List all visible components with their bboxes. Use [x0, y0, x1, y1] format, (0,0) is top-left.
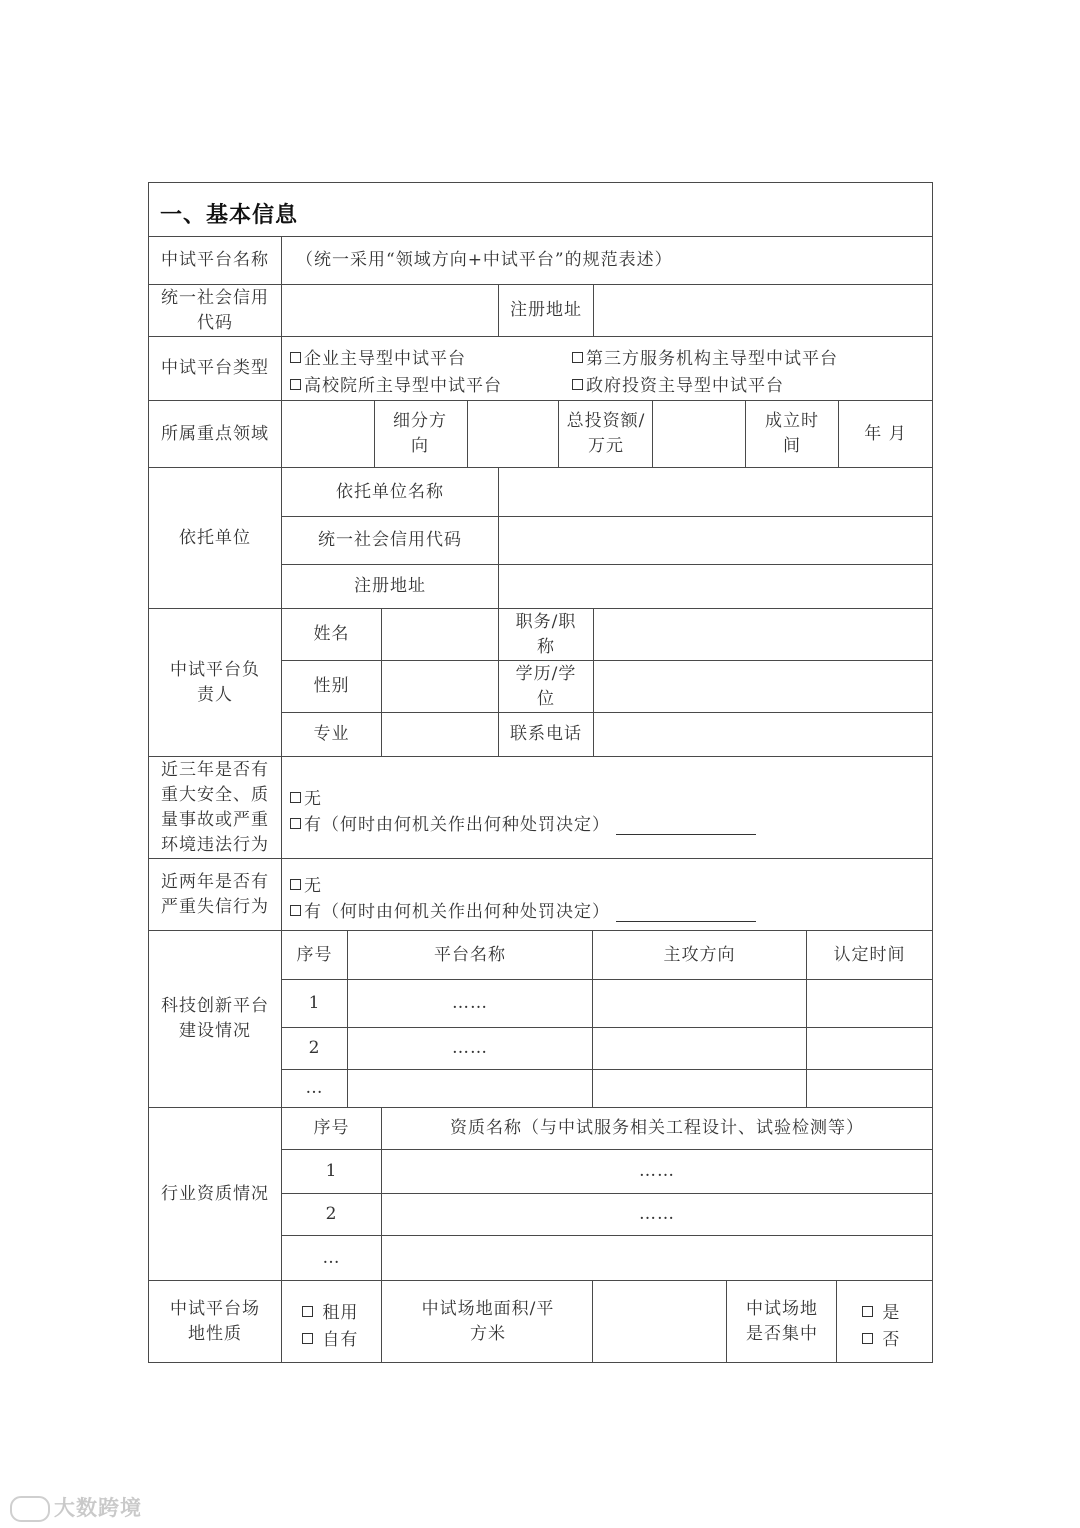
host-addr-field[interactable] [499, 565, 932, 608]
area-label: 中试场地面积/平方米 [421, 1298, 555, 1344]
host-unit-label: 依托单位 [179, 527, 251, 548]
type-option-third-party[interactable]: 第三方服务机构主导型中试平台 [572, 344, 838, 369]
platform-name-label: 中试平台名称 [161, 250, 269, 270]
credit-code-field[interactable] [282, 285, 498, 336]
checkbox-icon [290, 905, 301, 916]
leader-phone-label: 联系电话 [510, 724, 582, 744]
section-title: 一、基本信息 [160, 203, 299, 228]
leader-gender-field[interactable] [382, 661, 498, 712]
host-addr-label: 注册地址 [354, 576, 426, 596]
leader-name-label: 姓名 [313, 624, 350, 644]
credit-label: 近两年是否有严重失信行为 [161, 871, 269, 917]
table-row-no: 1 [325, 1161, 338, 1181]
credit-option-yes[interactable]: 有（何时由何机关作出何种处罚决定） [290, 897, 756, 922]
credit-code-label: 统一社会信用代码 [161, 287, 269, 333]
tech-header-date: 认定时间 [833, 944, 906, 965]
type-option-university[interactable]: 高校院所主导型中试平台 [290, 371, 502, 396]
invest-input[interactable] [653, 401, 745, 467]
subdir-input[interactable] [468, 401, 558, 467]
platform-type-label: 中试平台类型 [161, 358, 269, 378]
checkbox-icon [302, 1333, 313, 1344]
leader-label: 中试平台负责人 [170, 659, 260, 705]
field-label: 所属重点领域 [161, 423, 269, 444]
concentrated-label: 中试场地是否集中 [746, 1298, 818, 1344]
site-option-own[interactable]: 自有 [302, 1325, 358, 1350]
table-row-name[interactable]: …… [452, 1038, 488, 1058]
watermark: 大数跨境 [10, 1492, 142, 1522]
table-row-no: … [322, 1247, 341, 1268]
type-option-enterprise[interactable]: 企业主导型中试平台 [290, 344, 466, 369]
reg-addr-field[interactable] [594, 285, 932, 336]
table-row-no: … [305, 1078, 324, 1098]
host-name-field[interactable] [499, 468, 932, 516]
checkbox-icon [290, 352, 301, 363]
established-label: 成立时间 [765, 411, 819, 456]
tech-header-name: 平台名称 [434, 944, 506, 965]
checkbox-icon [290, 879, 301, 890]
leader-post-label: 职务/职称 [515, 611, 577, 657]
subdir-label: 细分方向 [393, 411, 447, 456]
table-row-name[interactable]: …… [452, 993, 488, 1013]
leader-gender-label: 性别 [313, 676, 350, 696]
credit-detail-blank[interactable] [616, 907, 756, 922]
type-option-government[interactable]: 政府投资主导型中试平台 [572, 371, 784, 396]
table-row-no: 1 [308, 993, 321, 1013]
tech-header-no: 序号 [296, 944, 333, 965]
qualification-label: 行业资质情况 [161, 1183, 269, 1204]
established-date[interactable]: 年 月 [864, 423, 907, 444]
leader-degree-field[interactable] [594, 661, 932, 712]
host-name-label: 依托单位名称 [336, 481, 444, 502]
concentrated-option-yes[interactable]: 是 [862, 1298, 900, 1323]
leader-name-field[interactable] [382, 609, 498, 660]
site-option-rent[interactable]: 租用 [302, 1298, 358, 1323]
table-row-no: 2 [325, 1204, 338, 1224]
area-field[interactable] [593, 1281, 726, 1362]
tech-header-direction: 主攻方向 [663, 944, 736, 965]
checkbox-icon [572, 352, 583, 363]
host-code-field[interactable] [499, 517, 932, 564]
leader-major-label: 专业 [313, 724, 350, 744]
leader-degree-label: 学历/学位 [515, 663, 577, 709]
table-row-no: 2 [308, 1038, 321, 1058]
table-row-name[interactable]: …… [639, 1204, 675, 1224]
checkbox-icon [572, 379, 583, 390]
safety-label: 近三年是否有重大安全、质量事故或严重环境违法行为 [161, 759, 269, 855]
safety-option-none[interactable]: 无 [290, 784, 322, 809]
safety-detail-blank[interactable] [616, 820, 756, 835]
watermark-logo-icon [10, 1496, 50, 1522]
checkbox-icon [302, 1306, 313, 1317]
table-row-name[interactable]: …… [639, 1161, 675, 1181]
checkbox-icon [290, 792, 301, 803]
checkbox-icon [290, 818, 301, 829]
leader-post-field[interactable] [594, 609, 932, 660]
invest-label: 总投资额/万元 [566, 411, 646, 456]
qual-header-no: 序号 [313, 1118, 350, 1138]
leader-major-field[interactable] [382, 713, 498, 756]
credit-option-none[interactable]: 无 [290, 871, 322, 896]
checkbox-icon [862, 1306, 873, 1317]
site-label: 中试平台场地性质 [170, 1298, 260, 1344]
qual-header-name: 资质名称（与中试服务相关工程设计、试验检测等） [450, 1118, 864, 1138]
host-code-label: 统一社会信用代码 [318, 530, 462, 550]
safety-option-yes[interactable]: 有（何时由何机关作出何种处罚决定） [290, 810, 756, 835]
field-input[interactable] [282, 401, 374, 467]
tech-platform-label: 科技创新平台建设情况 [161, 996, 269, 1041]
leader-phone-field[interactable] [594, 713, 932, 756]
checkbox-icon [862, 1333, 873, 1344]
concentrated-option-no[interactable]: 否 [862, 1325, 900, 1350]
reg-addr-label: 注册地址 [510, 300, 582, 320]
platform-name-field[interactable]: （统一采用“领域方向+中试平台”的规范表述） [296, 250, 673, 270]
checkbox-icon [290, 379, 301, 390]
